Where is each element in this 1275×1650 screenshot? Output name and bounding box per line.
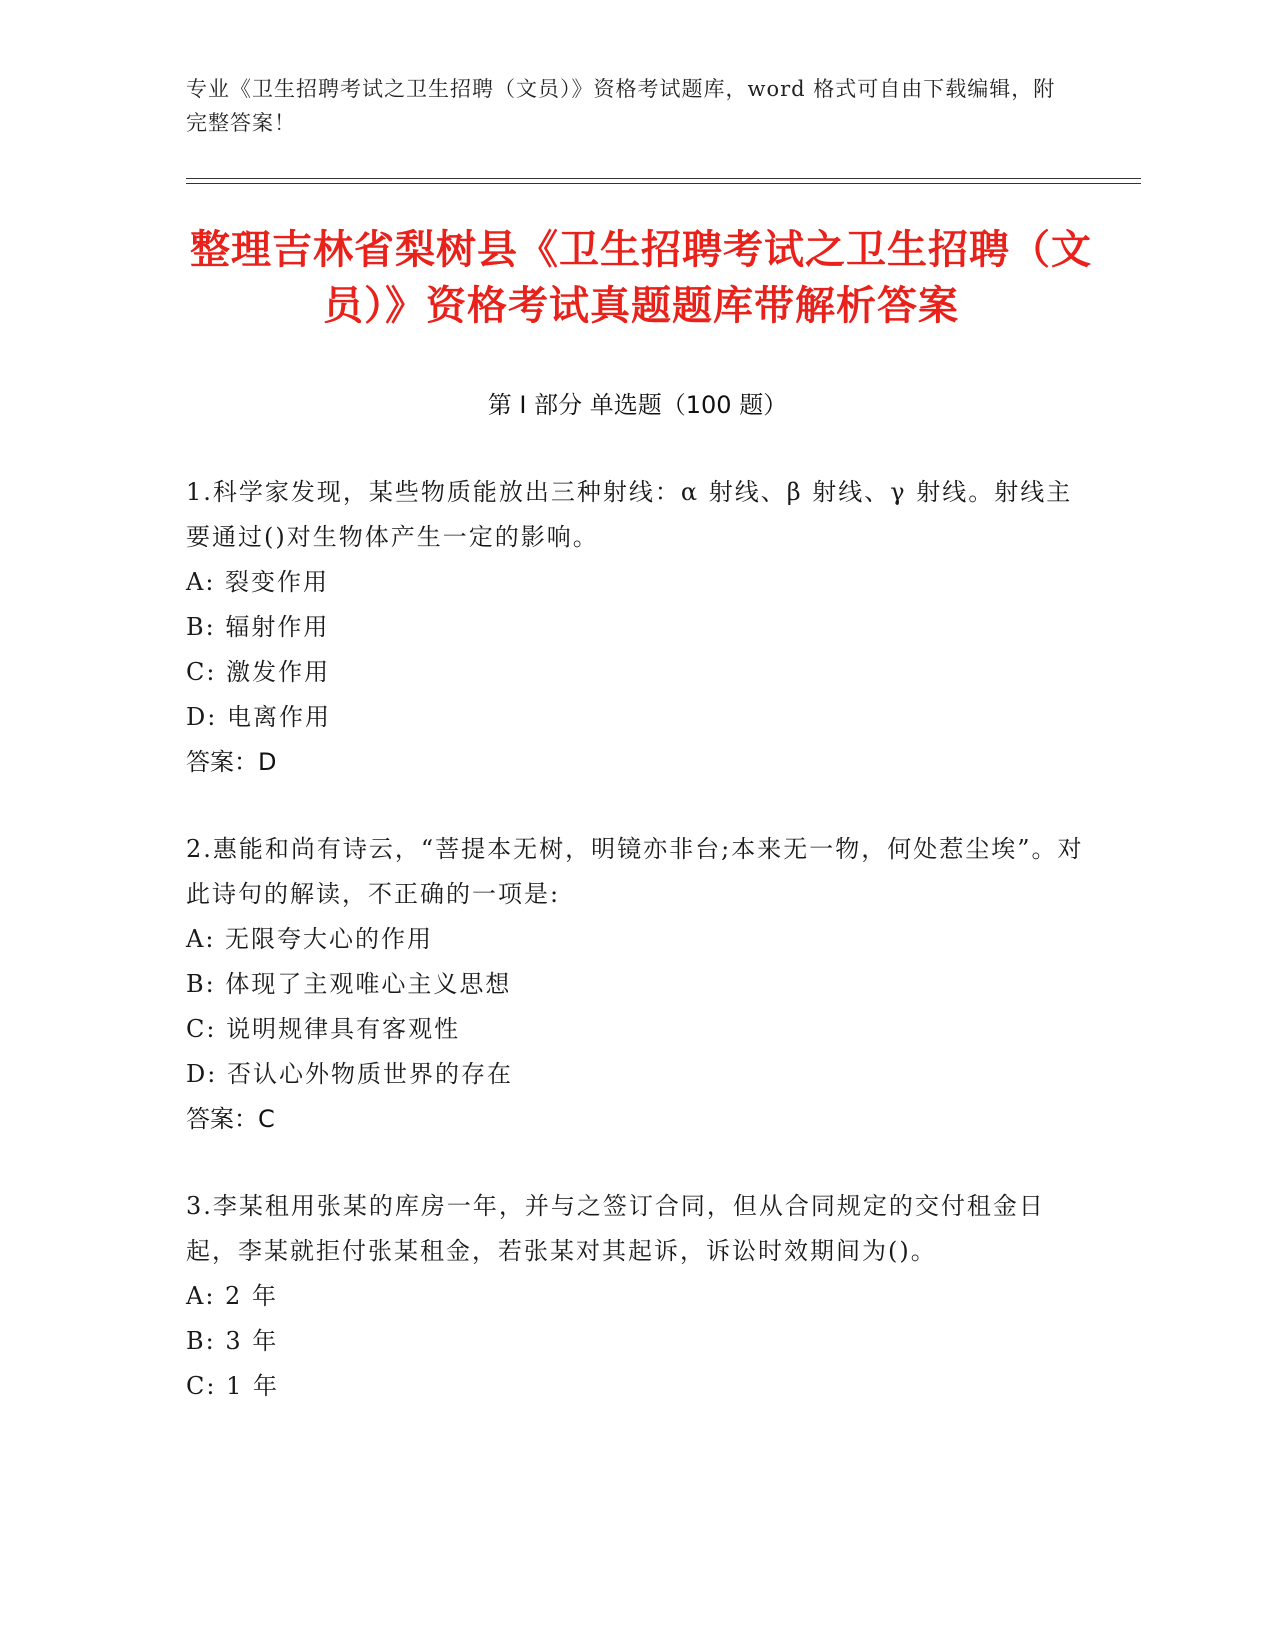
question-3: [186, 1184, 1086, 1409]
option-a: A: 裂变作用: [186, 568, 330, 596]
option-d: D: 否认心外物质世界的存在: [186, 1060, 513, 1088]
document-title: 整理吉林省梨树县《卫生招聘考试之卫生招聘（文员）》资格考试真题题库带解析答案: [190, 227, 1092, 329]
option-b: B: 3 年: [186, 1327, 279, 1355]
option-b: B: 辐射作用: [186, 613, 330, 641]
question-2: [186, 827, 1086, 1142]
option-a: A: 2 年: [186, 1282, 278, 1310]
question-list: [186, 470, 1086, 1451]
question-stem: 2.惠能和尚有诗云，“菩提本无树，明镜亦非台;本来无一物，何处惹尘埃”。对此诗句的解读，不正确的一项是:: [186, 835, 1084, 908]
option-c: C: 说明规律具有客观性: [186, 1015, 461, 1043]
question-1: [186, 470, 1086, 785]
header-divider-top: [186, 178, 1141, 179]
option-d: D: 电离作用: [186, 703, 331, 731]
section-heading: 第 I 部分 单选题（100 题）: [487, 391, 788, 419]
option-c: C: 1 年: [186, 1372, 279, 1400]
option-a: A: 无限夸大心的作用: [186, 925, 434, 953]
option-c: C: 激发作用: [186, 658, 331, 686]
question-stem: 1.科学家发现，某些物质能放出三种射线：α 射线、β 射线、γ 射线。射线主要通过()对生物体产生一定的影响。: [186, 478, 1073, 551]
answer: 答案：D: [186, 748, 277, 776]
header-note: 专业《卫生招聘考试之卫生招聘（文员）》资格考试题库，word 格式可自由下载编辑，附完整答案！: [186, 77, 1056, 135]
option-b: B: 体现了主观唯心主义思想: [186, 970, 512, 998]
question-stem: 3.李某租用张某的库房一年，并与之签订合同，但从合同规定的交付租金日起，李某就拒付张某租金，若张某对其起诉，诉讼时效期间为()。: [186, 1192, 1045, 1265]
answer: 答案：C: [186, 1105, 275, 1133]
header-divider-bottom: [186, 183, 1141, 184]
